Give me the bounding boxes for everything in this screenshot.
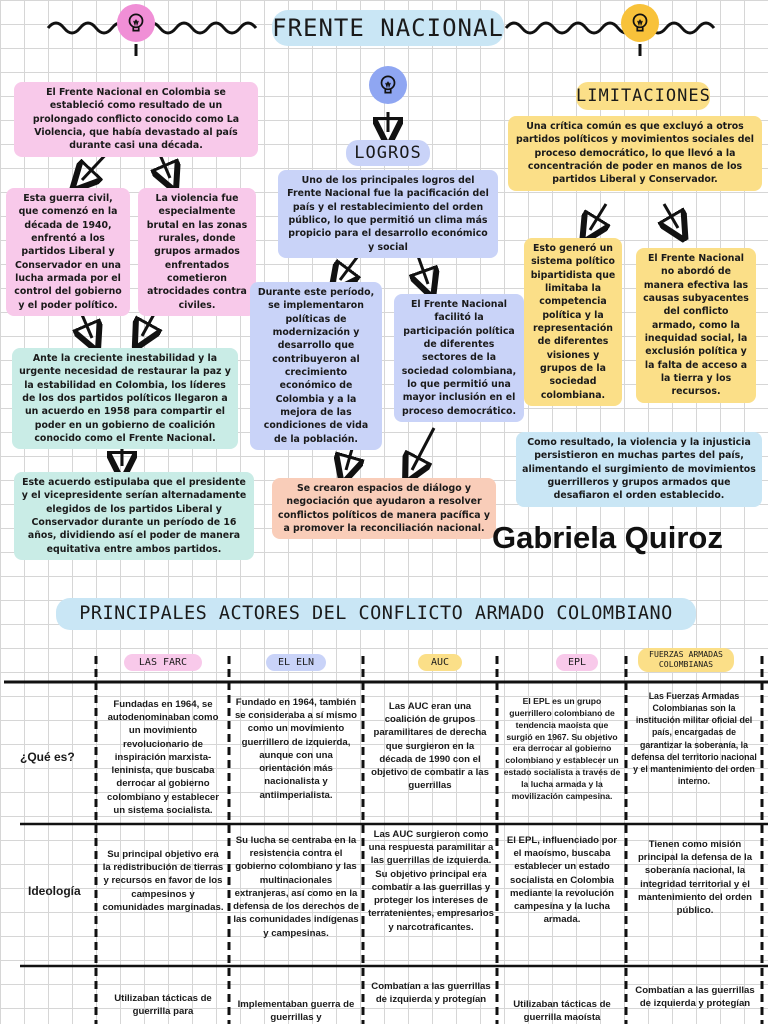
lightbulb-icon [117,4,155,42]
table-cell: Tienen como misión principal la defensa de la soberanía nacional, la integridad territorial y el mantenimiento del orden público. [637,839,753,917]
logros-modernization: Durante este período, se implementaron políticas de modernización y desarrollo que contribuyeron al crecimiento económico de Colombia y a la mejora de las condiciones de vida de la población. [250,282,382,450]
column-header-farc: LAS FARC [124,654,202,671]
wavy-line-right [506,23,714,33]
table-title: PRINCIPALES ACTORES DEL CONFLICTO ARMADO COLOMBIANO [56,598,696,630]
row-label-ideologia: Ideología [28,884,81,898]
table-cell: Las AUC surgieron como una respuesta paramilitar a las guerrillas de izquierda. Su objetivo principal era combatir a las guerrillas y proteger los intereses de terratenientes, empresarios y narcotraficantes. [368,829,494,933]
left-alternation: Este acuerdo estipulaba que el presidente y el vicepresidente serían alternadamente elegidos de los partidos Liberal y Conservador durante un período de 16 años, dividiendo así el poder de manera equitativa entre ambos partidos. [14,472,254,560]
author-name: Gabriela Quiroz [492,520,723,555]
table-cell: Las Fuerzas Armadas Colombianas son la institución militar oficial del país, encargadas de garantizar la soberanía, la defensa del territorio nacional y el mantenimiento del orden interno. [631,691,757,786]
limitaciones-result: Como resultado, la violencia y la injusticia persistieron en muchas partes del país, alimentando el surgimiento de movimientos guerrilleros y grupos armados que desafiaron el orden establecido. [516,432,762,507]
table-cell: Utilizaban tácticas de guerrilla maoísta [513,999,611,1024]
logros-heading: LOGROS [346,140,430,166]
row-label-que-es: ¿Qué es? [20,750,75,764]
limitaciones-bipartisan: Esto generó un sistema político bipartidista que limitaba la competencia política y la representación de diferentes visiones y grupos de la sociedad colombiana. [524,238,622,406]
limitaciones-main: Una crítica común es que excluyó a otros partidos políticos y movimientos sociales del proceso democrático, lo que llevó a la concentración de poder en manos de los partidos Liberal y Conservador. [508,116,762,191]
column-header-fuerzas: FUERZAS ARMADAS COLOMBIANAS [638,648,734,672]
column-header-auc: AUC [418,654,462,671]
limitaciones-causes: El Frente Nacional no abordó de manera efectiva las causas subyacentes del conflicto armado, como la inequidad social, la exclusión política y la falta de acceso a la tierra y los recursos. [636,248,756,403]
table-cell: Las AUC eran una coalición de grupos paramilitares de derecha que surgieron en la década de 1990 con el objetivo de combatir a las guerrillas [371,701,489,792]
left-violence: La violencia fue especialmente brutal en las zonas rurales, donde grupos armados enfrentados cometieron atrocidades contra civiles. [138,188,256,316]
table-cell: Utilizaban tácticas de guerrilla para [114,993,212,1018]
limitaciones-heading: LIMITACIONES [576,82,710,110]
table-cell: Fundadas en 1964, se autodenominaban como un movimiento revolucionario de inspiración marxista-leninista, que buscaba derrocar al gobierno colombiano y establecer un sistema socialista. [107,699,219,816]
logros-dialogue: Se crearon espacios de diálogo y negociación que ayudaron a resolver conflictos políticos de manera pacífica y a promover la reconciliación nacional. [272,478,496,539]
table-cell: Combatían a las guerrillas de izquierda y protegían [635,985,755,1010]
logros-main: Uno de los principales logros del Frente Nacional fue la pacificación del país y el restablecimiento del orden público, lo que permitió un clima más propicio para el desarrollo económico y social [278,170,498,258]
left-civil-war: Esta guerra civil, que comenzó en la década de 1940, enfrentó a los partidos Liberal y Conservador en una lucha armada por el control del gobierno y el poder político. [6,188,130,316]
table-cell: El EPL es un grupo guerrillero colombiano de tendencia maoísta que surgió en 1967. Su objetivo era derrocar al gobierno colombiano y establecer un estado socialista a través de la lucha armada y la movilización campesina. [503,696,621,801]
table-cell: Fundado en 1964, también se consideraba a sí mismo como un movimiento guerrillero de izquierda, aunque con una orientación más nacionalista y antiimperialista. [234,697,358,801]
left-intro: El Frente Nacional en Colombia se estableció como resultado de un prolongado conflicto conocido como La Violencia, que había devastado al país durante casi una década. [14,82,258,157]
lightbulb-icon [369,66,407,104]
column-header-epl: EPL [556,654,598,671]
table-cell: El EPL, influenciado por el maoísmo, buscaba establecer un estado socialista en Colombia mediante la revolución campesina y la lucha armada. [506,835,618,926]
column-header-eln: EL ELN [266,654,326,671]
table-cell: Su lucha se centraba en la resistencia contra el gobierno colombiano y las multinacionales extranjeras, así como en la defensa de los derechos de las comunidades indígenas y campesinas. [233,835,359,939]
table-cell: Combatían a las guerrillas de izquierda y protegían [371,981,491,1006]
table-cell: Su principal objetivo era la redistribución de tierras y recursos en favor de los campesinos y comunidades marginadas. [102,849,224,913]
page-title: FRENTE NACIONAL [272,10,504,46]
table-cell: Implementaban guerra de guerrillas y [237,999,355,1024]
lightbulb-icon [621,4,659,42]
logros-participation: El Frente Nacional facilitó la participación política de diferentes sectores de la sociedad colombiana, lo que permitió una mayor inclusión en el proceso democrático. [394,294,524,422]
left-agreement: Ante la creciente inestabilidad y la urgente necesidad de restaurar la paz y la estabilidad en Colombia, los líderes de los dos partidos políticos llegaron a un acuerdo en 1958 para compartir el poder en un gobierno de coalición conocido como el Frente Nacional. [12,348,238,449]
